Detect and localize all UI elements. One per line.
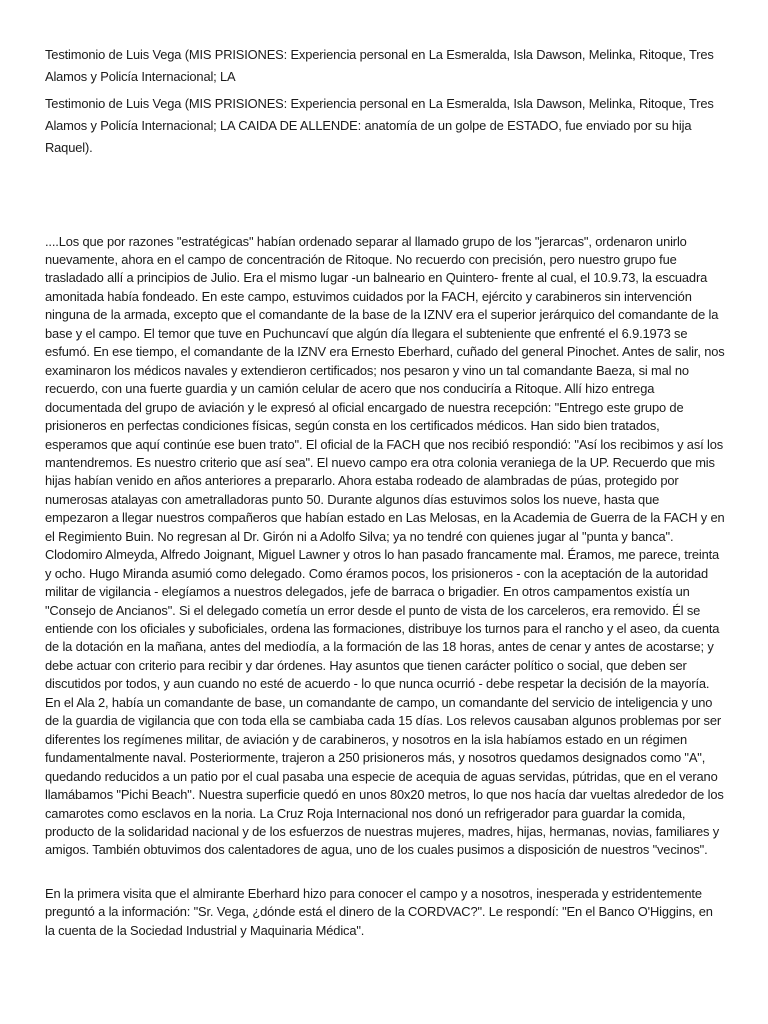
- testimony-paragraph-main: ....Los que por razones "estratégicas" habían ordenado separar al llamado grupo de los "jerarcas", ordenaron unirlo nuevamente, ahora en el campo de concentración de Ritoque. No recuerdo con precisión, pero nuestro grupo fue trasladado allí a principios de Julio. Era el mismo lugar -un balneario en Quintero- frente al cual, el 10.9.73, la escuadra amonitada había fondeado. En este campo, estuvimos cuidados por la FACH, ejército y carabineros sin intervención ninguna de la armada, excepto que el comandante de la base de la IZNV era el superior jerárquico del comandante de la base y el campo. El temor que tuve en Puchuncaví que algún día llegara el subteniente que enfrenté el 6.9.1973 se esfumó. En ese tiempo, el comandante de la IZNV era Ernesto Eberhard, cuñado del general Pinochet. Antes de salir, nos examinaron los médicos navales y extendieron certificados; nos pesaron y vino un tal comandante Baeza, si mal no recuerdo, con una fuerte guardia y un camión celular de acero que nos conduciría a Ritoque. Allí hizo entrega documentada del grupo de aviación y le expresó al oficial encargado de nuestra recepción: "Entrego este grupo de prisioneros en perfectas condiciones físicas, según consta en los certificados médicos. Han sido bien tratados, esperamos que aquí continúe ese buen trato". El oficial de la FACH que nos recibió respondió: "Así los recibimos y así los mantendremos. Es nuestro criterio que así sea". El nuevo campo era otra colonia veraniega de la UP. Recuerdo que mis hijas habían venido en años anteriores a prepararlo. Ahora estaba rodeado de alambradas de púas, protegido por numerosas atalayas con ametralladoras punto 50. Durante algunos días estuvimos solos los nueve, hasta que empezaron a llegar nuestros compañeros que habían estado en Las Melosas, en la Academia de Guerra de la FACH y en el Regimiento Buin. No regresan al Dr. Girón ni a Adolfo Silva; ya no tendré con quienes jugar al "punta y banca". Clodomiro Almeyda, Alfredo Joignant, Miguel Lawner y otros lo han pasado francamente mal. Éramos, me parece, treinta y ocho. Hugo Miranda asumió como delegado. Como éramos pocos, los prisioneros - con la aceptación de la autoridad militar de vigilancia - elegíamos a nuestros delegados, jefe de barraca o brigadier. En otros campamentos existía un "Consejo de Ancianos". Si el delegado cometía un error desde el punto de vista de los carceleros, era removido. Él se entiende con los oficiales y suboficiales, ordena las formaciones, distribuye los turnos para el rancho y el aseo, da cuenta de la dotación en la mañana, antes del mediodía, a la formación de las 18 horas, antes de cenar y antes de acostarse; y debe actuar con criterio para recibir y dar órdenes. Hay asuntos que tienen carácter político o social, que deben ser discutidos por todos, y aun cuando no esté de acuerdo - lo que nunca ocurrió - debe respetar la decisión de la mayoría. En el Ala 2, había un comandante de base, un comandante de campo, un comandante del servicio de inteligencia y uno de la guardia de vigilancia que con toda ella se cambiaba cada 15 días. Los relevos causaban algunos problemas por ser diferentes los regímenes militar, de aviación y de carabineros, y nosotros en la isla habíamos estado en un régimen fundamentalmente naval. Posteriormente, trajeron a 250 prisioneros más, y nosotros quedamos designados como "A", quedando reducidos a un patio por el cual pasaba una especie de acequia de aguas servidas, pútridas, que en el verano llamábamos "Pichi Beach". Nuestra superficie quedó en unos 80x20 metros, lo que nos hacía dar vueltas alrededor de los camarotes como esclavos en la noria. La Cruz Roja Internacional nos donó un refrigerador para guardar la comida, producto de la solidaridad nacional y de los esfuerzos de nuestras mujeres, madres, hijas, hermanas, novias, familiares y amigos. También obtuvimos dos calentadores de agua, uno de los cuales pusimos a disposición de nuestros "vecinos".: [45, 233, 725, 858]
- document-heading-truncated: Testimonio de Luis Vega (MIS PRISIONES: Experiencia personal en La Esmeralda, Isla Dawson, Melinka, Ritoque, Tres Alamos y Policía Internacional; LA: [45, 47, 714, 84]
- testimony-paragraph-second: En la primera visita que el almirante Eberhard hizo para conocer el campo y a nosotros, inesperada y estridentemente preguntó a la información: "Sr. Vega, ¿dónde está el dinero de la CORDVAC?". Le respondí: "En el Banco O'Higgins, en la cuenta de la Sociedad Industrial y Maquinaria Médica".: [45, 885, 713, 938]
- document-heading-full: Testimonio de Luis Vega (MIS PRISIONES: Experiencia personal en La Esmeralda, Isla Dawson, Melinka, Ritoque, Tres Alamos y Policía Internacional; LA CAIDA DE ALLENDE: anatomía de un golpe de ESTADO, fue enviado por su hija Raquel).: [45, 96, 714, 155]
- document-page: [45, 44, 725, 940]
